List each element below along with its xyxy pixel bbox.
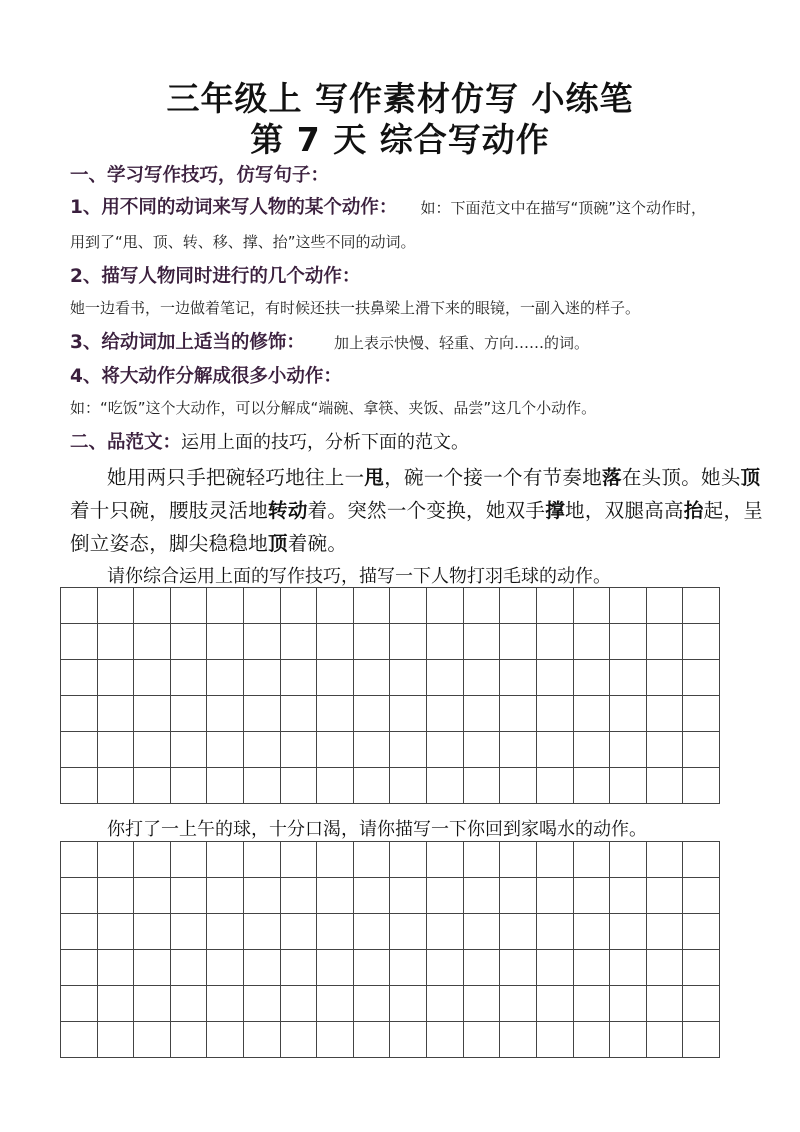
grid-cell[interactable] (207, 732, 244, 768)
grid-cell[interactable] (574, 878, 611, 914)
grid-cell[interactable] (134, 732, 171, 768)
tip-1-note: 如：下面范文中在描写“顶碗”这个动作时， (420, 199, 707, 217)
exercise-1-prompt: 请你综合运用上面的写作技巧，描写一下人物打羽毛球的动作。 (107, 566, 611, 587)
grid-cell[interactable] (500, 624, 537, 660)
grid-cell[interactable] (390, 768, 427, 804)
grid-cell[interactable] (317, 986, 354, 1022)
grid-cell[interactable] (610, 1022, 647, 1058)
grid-cell[interactable] (281, 732, 318, 768)
grid-cell[interactable] (427, 768, 464, 804)
grid-cell[interactable] (171, 768, 208, 804)
grid-cell[interactable] (317, 696, 354, 732)
grid-cell[interactable] (61, 588, 98, 624)
passage-verb: 撑 (545, 499, 566, 522)
grid-cell[interactable] (683, 732, 720, 768)
tip-3-heading: 3、给动词加上适当的修饰： (70, 332, 305, 353)
grid-cell[interactable] (207, 696, 244, 732)
grid-cell[interactable] (610, 588, 647, 624)
grid-cell[interactable] (610, 696, 647, 732)
grid-cell[interactable] (574, 732, 611, 768)
grid-cell[interactable] (317, 768, 354, 804)
grid-cell[interactable] (390, 986, 427, 1022)
grid-cell[interactable] (317, 588, 354, 624)
passage-text: 在头顶。她头 (621, 466, 741, 489)
grid-cell[interactable] (134, 696, 171, 732)
grid-cell[interactable] (61, 732, 98, 768)
grid-cell[interactable] (647, 660, 684, 696)
grid-cell[interactable] (574, 986, 611, 1022)
grid-cell[interactable] (134, 768, 171, 804)
grid-cell[interactable] (683, 588, 720, 624)
grid-cell[interactable] (537, 732, 574, 768)
grid-cell[interactable] (354, 878, 391, 914)
grid-cell[interactable] (98, 878, 135, 914)
grid-cell[interactable] (500, 914, 537, 950)
passage-line-2 (70, 495, 763, 523)
grid-cell[interactable] (390, 732, 427, 768)
passage-text: 着碗。 (287, 532, 348, 555)
grid-cell[interactable] (244, 732, 281, 768)
grid-cell[interactable] (134, 660, 171, 696)
grid-cell[interactable] (281, 1022, 318, 1058)
grid-cell[interactable] (610, 768, 647, 804)
grid-cell[interactable] (354, 660, 391, 696)
grid-cell[interactable] (354, 950, 391, 986)
grid-cell[interactable] (281, 986, 318, 1022)
grid-cell[interactable] (574, 624, 611, 660)
passage-line-1 (107, 462, 760, 490)
grid-cell[interactable] (207, 986, 244, 1022)
grid-cell[interactable] (244, 986, 281, 1022)
section1-heading: 一、学习写作技巧，仿写句子： (70, 165, 330, 186)
grid-cell[interactable] (317, 878, 354, 914)
grid-cell[interactable] (610, 878, 647, 914)
grid-cell[interactable] (610, 660, 647, 696)
grid-cell[interactable] (683, 914, 720, 950)
grid-cell[interactable] (134, 878, 171, 914)
grid-cell[interactable] (281, 878, 318, 914)
grid-cell[interactable] (98, 1022, 135, 1058)
grid-cell[interactable] (390, 624, 427, 660)
grid-cell[interactable] (574, 950, 611, 986)
grid-cell[interactable] (683, 624, 720, 660)
grid-cell[interactable] (390, 878, 427, 914)
grid-cell[interactable] (354, 768, 391, 804)
grid-cell[interactable] (61, 842, 98, 878)
grid-cell[interactable] (171, 588, 208, 624)
grid-cell[interactable] (500, 878, 537, 914)
grid-cell[interactable] (207, 842, 244, 878)
grid-cell[interactable] (281, 660, 318, 696)
grid-cell[interactable] (61, 696, 98, 732)
grid-cell[interactable] (317, 624, 354, 660)
grid-cell[interactable] (171, 696, 208, 732)
grid-cell[interactable] (61, 660, 98, 696)
grid-cell[interactable] (134, 950, 171, 986)
grid-cell[interactable] (354, 588, 391, 624)
passage-text: 地，双腿高高 (565, 499, 684, 522)
grid-cell[interactable] (244, 768, 281, 804)
grid-cell[interactable] (98, 914, 135, 950)
grid-cell[interactable] (207, 1022, 244, 1058)
grid-cell[interactable] (171, 732, 208, 768)
grid-cell[interactable] (390, 660, 427, 696)
grid-cell[interactable] (61, 950, 98, 986)
grid-cell[interactable] (61, 1022, 98, 1058)
grid-cell[interactable] (281, 696, 318, 732)
passage-verb: 转动 (268, 499, 308, 522)
grid-cell[interactable] (98, 950, 135, 986)
grid-cell[interactable] (427, 624, 464, 660)
grid-cell[interactable] (207, 878, 244, 914)
grid-cell[interactable] (134, 842, 171, 878)
grid-cell[interactable] (427, 878, 464, 914)
grid-cell[interactable] (647, 950, 684, 986)
grid-cell[interactable] (317, 914, 354, 950)
tip-3-note: 加上表示快慢、轻重、方向……的词。 (333, 334, 589, 352)
grid-cell[interactable] (574, 768, 611, 804)
section2-heading-rest: 运用上面的技巧，分析下面的范文。 (181, 432, 470, 453)
grid-cell[interactable] (537, 950, 574, 986)
grid-cell[interactable] (464, 732, 501, 768)
grid-cell[interactable] (390, 914, 427, 950)
grid-cell[interactable] (281, 768, 318, 804)
passage-text: 她用两只手把碗轻巧地往上一 (107, 466, 365, 489)
passage-text: 倒立姿态，脚尖稳稳地 (70, 532, 269, 555)
grid-cell[interactable] (390, 950, 427, 986)
grid-cell[interactable] (647, 878, 684, 914)
grid-cell[interactable] (244, 914, 281, 950)
grid-cell[interactable] (537, 986, 574, 1022)
writing-grid-2[interactable] (60, 841, 720, 1058)
grid-cell[interactable] (427, 1022, 464, 1058)
passage-line-3 (70, 528, 347, 556)
grid-cell[interactable] (683, 660, 720, 696)
grid-cell[interactable] (683, 950, 720, 986)
passage-text: 起，呈 (703, 499, 764, 522)
tip-2-note: 她一边看书，一边做着笔记，有时候还扶一扶鼻梁上滑下来的眼镜，一副入迷的样子。 (70, 299, 641, 317)
grid-cell[interactable] (171, 660, 208, 696)
grid-cell[interactable] (610, 914, 647, 950)
grid-cell[interactable] (98, 588, 135, 624)
grid-cell[interactable] (354, 1022, 391, 1058)
grid-cell[interactable] (537, 1022, 574, 1058)
grid-cell[interactable] (427, 732, 464, 768)
grid-cell[interactable] (427, 588, 464, 624)
grid-cell[interactable] (98, 660, 135, 696)
grid-cell[interactable] (281, 588, 318, 624)
grid-cell[interactable] (317, 660, 354, 696)
grid-cell[interactable] (244, 950, 281, 986)
grid-cell[interactable] (500, 842, 537, 878)
grid-cell[interactable] (500, 588, 537, 624)
tip-4-heading: 4、将大动作分解成很多小动作： (70, 366, 342, 387)
grid-cell[interactable] (537, 768, 574, 804)
grid-cell[interactable] (647, 696, 684, 732)
grid-cell[interactable] (427, 914, 464, 950)
page-title: 三年级上 写作素材仿写 小练笔 (166, 79, 634, 118)
grid-cell[interactable] (464, 842, 501, 878)
grid-cell[interactable] (171, 950, 208, 986)
grid-cell[interactable] (464, 986, 501, 1022)
grid-cell[interactable] (464, 624, 501, 660)
grid-cell[interactable] (537, 914, 574, 950)
grid-cell[interactable] (207, 768, 244, 804)
passage-text: 着。突然一个变换，她双手 (307, 499, 546, 522)
grid-cell[interactable] (574, 660, 611, 696)
grid-cell[interactable] (281, 842, 318, 878)
grid-cell[interactable] (207, 914, 244, 950)
grid-cell[interactable] (537, 588, 574, 624)
grid-cell[interactable] (537, 842, 574, 878)
grid-cell[interactable] (354, 732, 391, 768)
tip-2-heading: 2、描写人物同时进行的几个动作： (70, 266, 361, 287)
grid-cell[interactable] (647, 986, 684, 1022)
grid-cell[interactable] (464, 914, 501, 950)
grid-cell[interactable] (317, 950, 354, 986)
grid-cell[interactable] (61, 768, 98, 804)
grid-cell[interactable] (98, 842, 135, 878)
grid-cell[interactable] (98, 696, 135, 732)
grid-cell[interactable] (207, 624, 244, 660)
grid-cell[interactable] (281, 624, 318, 660)
grid-cell[interactable] (464, 878, 501, 914)
grid-cell[interactable] (574, 914, 611, 950)
grid-cell[interactable] (427, 986, 464, 1022)
grid-cell[interactable] (464, 768, 501, 804)
grid-cell[interactable] (537, 660, 574, 696)
grid-cell[interactable] (537, 696, 574, 732)
section2-heading (70, 428, 469, 454)
grid-cell[interactable] (244, 588, 281, 624)
grid-cell[interactable] (647, 914, 684, 950)
grid-cell[interactable] (537, 878, 574, 914)
grid-cell[interactable] (683, 1022, 720, 1058)
tip-1-heading: 1、用不同的动词来写人物的某个动作： (70, 197, 398, 218)
grid-cell[interactable] (171, 1022, 208, 1058)
grid-cell[interactable] (683, 986, 720, 1022)
grid-cell[interactable] (500, 1022, 537, 1058)
grid-cell[interactable] (647, 768, 684, 804)
tip-3 (70, 328, 589, 354)
grid-cell[interactable] (500, 986, 537, 1022)
grid-cell[interactable] (244, 1022, 281, 1058)
grid-cell[interactable] (134, 914, 171, 950)
passage-verb: 顶 (268, 532, 288, 555)
grid-cell[interactable] (134, 588, 171, 624)
grid-cell[interactable] (207, 950, 244, 986)
grid-cell[interactable] (500, 660, 537, 696)
grid-cell[interactable] (134, 1022, 171, 1058)
grid-cell[interactable] (683, 768, 720, 804)
grid-cell[interactable] (464, 660, 501, 696)
section2-heading-label: 二、品范文： (70, 432, 182, 453)
grid-cell[interactable] (171, 878, 208, 914)
grid-cell[interactable] (134, 986, 171, 1022)
grid-cell[interactable] (244, 696, 281, 732)
grid-cell[interactable] (610, 624, 647, 660)
grid-cell[interactable] (464, 696, 501, 732)
grid-cell[interactable] (427, 842, 464, 878)
grid-cell[interactable] (427, 660, 464, 696)
passage-verb: 顶 (740, 466, 761, 489)
grid-cell[interactable] (390, 1022, 427, 1058)
grid-cell[interactable] (574, 588, 611, 624)
grid-cell[interactable] (537, 624, 574, 660)
grid-cell[interactable] (98, 732, 135, 768)
grid-cell[interactable] (171, 986, 208, 1022)
grid-cell[interactable] (244, 660, 281, 696)
grid-cell[interactable] (317, 1022, 354, 1058)
grid-cell[interactable] (390, 842, 427, 878)
grid-cell[interactable] (574, 696, 611, 732)
grid-cell[interactable] (610, 842, 647, 878)
grid-cell[interactable] (354, 842, 391, 878)
grid-cell[interactable] (171, 624, 208, 660)
passage-verb: 甩 (364, 466, 385, 489)
exercise-2-prompt: 你打了一上午的球，十分口渴，请你描写一下你回到家喝水的动作。 (107, 819, 647, 840)
grid-cell[interactable] (574, 1022, 611, 1058)
grid-cell[interactable] (61, 986, 98, 1022)
grid-cell[interactable] (390, 696, 427, 732)
grid-cell[interactable] (500, 950, 537, 986)
grid-cell[interactable] (354, 624, 391, 660)
grid-cell[interactable] (61, 624, 98, 660)
grid-cell[interactable] (171, 842, 208, 878)
grid-cell[interactable] (354, 914, 391, 950)
grid-cell[interactable] (647, 588, 684, 624)
grid-cell[interactable] (464, 950, 501, 986)
passage-verb: 抬 (683, 499, 704, 522)
grid-cell[interactable] (464, 1022, 501, 1058)
grid-cell[interactable] (574, 842, 611, 878)
grid-cell[interactable] (61, 914, 98, 950)
grid-cell[interactable] (98, 986, 135, 1022)
grid-cell[interactable] (647, 1022, 684, 1058)
tip-1 (70, 193, 706, 219)
passage-text: ，碗一个接一个有节奏地 (384, 466, 603, 489)
grid-cell[interactable] (98, 624, 135, 660)
grid-cell[interactable] (244, 842, 281, 878)
grid-cell[interactable] (244, 624, 281, 660)
grid-cell[interactable] (281, 914, 318, 950)
grid-cell[interactable] (171, 914, 208, 950)
grid-cell[interactable] (207, 588, 244, 624)
grid-cell[interactable] (98, 768, 135, 804)
grid-cell[interactable] (500, 732, 537, 768)
grid-cell[interactable] (317, 732, 354, 768)
grid-cell[interactable] (317, 842, 354, 878)
grid-cell[interactable] (647, 732, 684, 768)
grid-cell[interactable] (281, 950, 318, 986)
grid-cell[interactable] (244, 878, 281, 914)
writing-grid-1[interactable] (60, 587, 720, 804)
tip-1-note-line2: 用到了“甩、顶、转、移、撑、抬”这些不同的动词。 (70, 233, 416, 251)
grid-cell[interactable] (500, 696, 537, 732)
grid-cell[interactable] (683, 878, 720, 914)
grid-cell[interactable] (354, 986, 391, 1022)
grid-cell[interactable] (610, 732, 647, 768)
grid-cell[interactable] (427, 696, 464, 732)
passage-verb: 落 (602, 466, 622, 489)
grid-cell[interactable] (647, 842, 684, 878)
tip-4-note: 如：“吃饭”这个大动作，可以分解成“端碗、拿筷、夹饭、品尝”这几个小动作。 (70, 399, 597, 417)
grid-cell[interactable] (500, 768, 537, 804)
grid-cell[interactable] (610, 986, 647, 1022)
grid-cell[interactable] (207, 660, 244, 696)
grid-cell[interactable] (647, 624, 684, 660)
grid-cell[interactable] (354, 696, 391, 732)
grid-cell[interactable] (134, 624, 171, 660)
grid-cell[interactable] (390, 588, 427, 624)
passage-text: 着十只碗，腰肢灵活地 (70, 499, 269, 522)
page-subtitle: 第 7 天 综合写动作 (250, 120, 550, 159)
grid-cell[interactable] (610, 950, 647, 986)
grid-cell[interactable] (464, 588, 501, 624)
grid-cell[interactable] (683, 696, 720, 732)
grid-cell[interactable] (427, 950, 464, 986)
grid-cell[interactable] (683, 842, 720, 878)
grid-cell[interactable] (61, 878, 98, 914)
